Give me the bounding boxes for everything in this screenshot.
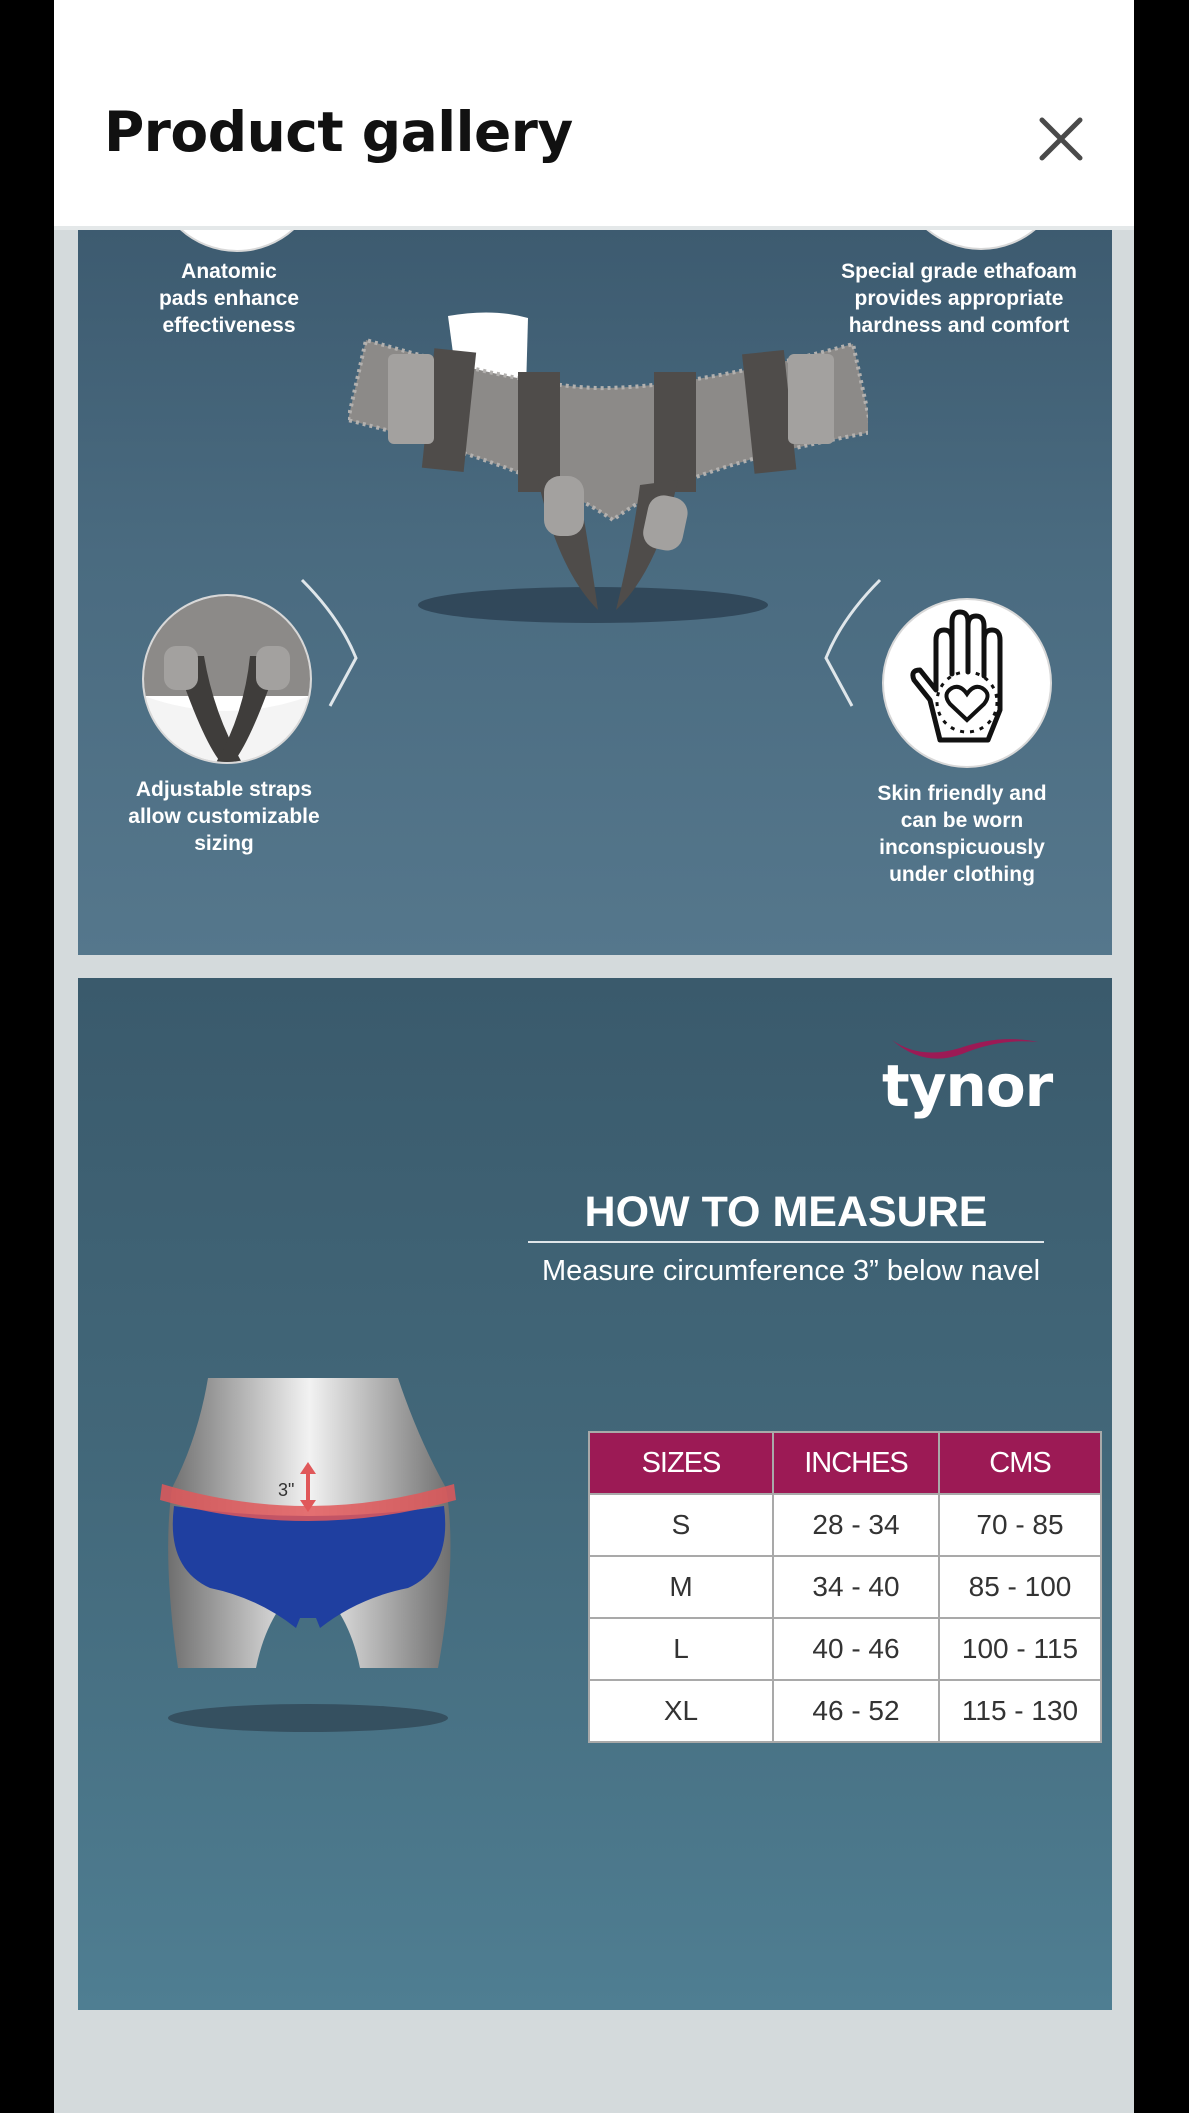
strap-detail-circle xyxy=(142,594,312,764)
how-to-measure-title: HOW TO MEASURE xyxy=(584,1188,988,1236)
hand-icon-circle xyxy=(882,598,1052,768)
foam-detail-circle xyxy=(896,230,1066,250)
table-header: INCHES xyxy=(773,1432,939,1494)
table-cell: S xyxy=(589,1494,773,1556)
gallery-header xyxy=(54,0,1134,230)
title-divider xyxy=(528,1241,1044,1243)
bracket-left xyxy=(300,578,360,710)
pad-detail-circle xyxy=(152,230,322,252)
table-header-row xyxy=(589,1432,1101,1494)
table-cell: 28 - 34 xyxy=(773,1494,939,1556)
table-cell: XL xyxy=(589,1680,773,1742)
table-cell: 70 - 85 xyxy=(939,1494,1101,1556)
table-row xyxy=(589,1618,1101,1680)
caption-ethafoam: Special grade ethafoam provides appropriate hardness and comfort xyxy=(841,260,1077,337)
caption-anatomic-pads: Anatomic pads enhance effectiveness xyxy=(158,260,300,337)
close-button[interactable] xyxy=(1032,110,1090,168)
how-to-measure-subtitle: Measure circumference 3” below navel xyxy=(541,1255,1041,1287)
product-gallery-sheet xyxy=(54,0,1134,2113)
hand-heart-icon xyxy=(884,600,1050,766)
table-cell: 34 - 40 xyxy=(773,1556,939,1618)
table-cell: 100 - 115 xyxy=(939,1618,1101,1680)
table-cell: 85 - 100 xyxy=(939,1556,1101,1618)
table-cell: 46 - 52 xyxy=(773,1680,939,1742)
table-cell: M xyxy=(589,1556,773,1618)
gallery-image-features[interactable] xyxy=(78,230,1112,955)
table-header: SIZES xyxy=(589,1432,773,1494)
table-cell: 40 - 46 xyxy=(773,1618,939,1680)
diagram-label: 3" xyxy=(278,1480,295,1500)
gallery-image-size-chart[interactable] xyxy=(78,978,1112,2010)
table-row xyxy=(589,1494,1101,1556)
brand-logo: tynor xyxy=(882,1052,1053,1120)
measurement-diagram xyxy=(148,1378,468,1738)
bracket-right xyxy=(822,578,882,710)
hernia-belt-illustration xyxy=(348,310,868,650)
table-cell: L xyxy=(589,1618,773,1680)
table-row xyxy=(589,1680,1101,1742)
size-chart-table xyxy=(588,1431,1102,1743)
table-header: CMS xyxy=(939,1432,1101,1494)
table-cell: 115 - 130 xyxy=(939,1680,1101,1742)
page-title: Product gallery xyxy=(104,100,573,164)
caption-adjustable-straps: Adjustable straps allow customizable sizing xyxy=(128,778,320,855)
table-row xyxy=(589,1556,1101,1618)
caption-skin-friendly: Skin friendly and can be worn inconspicuously under clothing xyxy=(877,782,1047,886)
close-icon xyxy=(1032,110,1090,168)
